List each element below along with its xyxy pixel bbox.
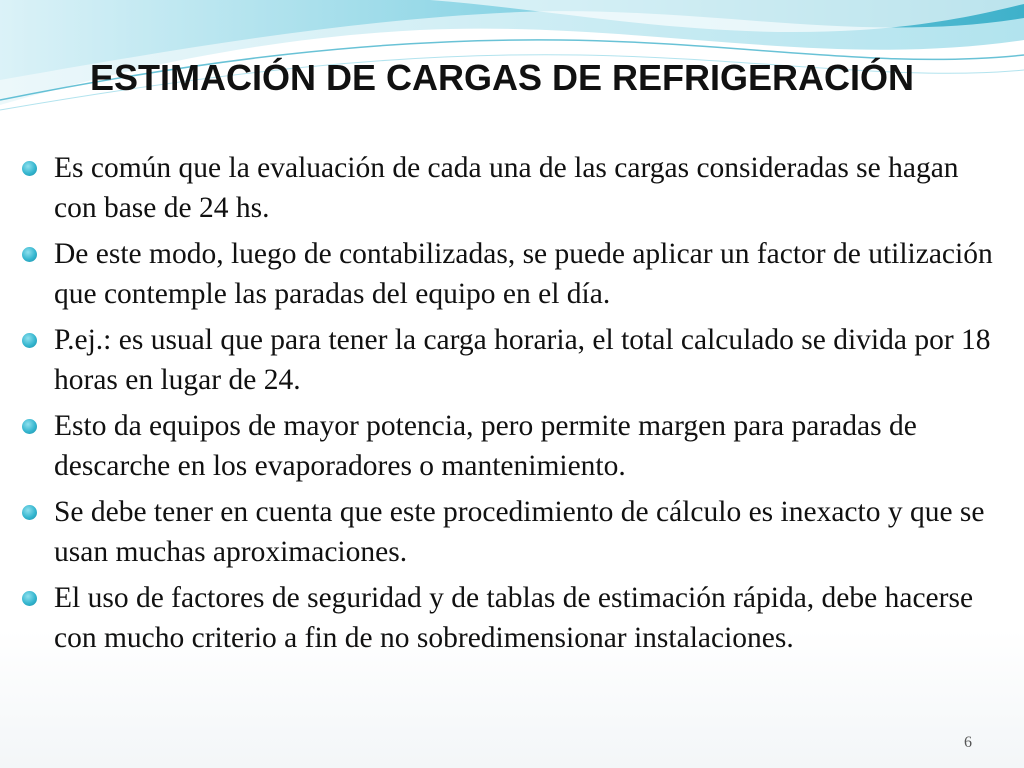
bullet-dot-icon <box>22 333 37 348</box>
bullet-text: De este modo, luego de contabilizadas, se puede aplicar un factor de utilización que contemple las paradas del equipo en el día. <box>54 238 993 310</box>
bullet-text: El uso de factores de seguridad y de tablas de estimación rápida, debe hacerse con mucho criterio a fin de no sobredimensionar instalaciones. <box>54 582 974 654</box>
bullet-dot-icon <box>22 247 37 262</box>
bullet-text: Es común que la evaluación de cada una de las cargas consideradas se hagan con base de 24 hs. <box>54 152 959 224</box>
bullet-item <box>22 234 1007 314</box>
bullet-item <box>22 406 1007 486</box>
bullet-item <box>22 320 1007 400</box>
bullet-item <box>22 148 1007 228</box>
bullet-dot-icon <box>22 591 37 606</box>
bullet-item <box>22 578 1007 658</box>
bullet-text: Se debe tener en cuenta que este procedimiento de cálculo es inexacto y que se usan muchas aproximaciones. <box>54 496 985 568</box>
slide-number: 6 <box>964 734 972 751</box>
bullet-dot-icon <box>22 505 37 520</box>
bullet-text: P.ej.: es usual que para tener la carga horaria, el total calculado se divida por 18 horas en lugar de 24. <box>54 324 991 396</box>
bullet-dot-icon <box>22 161 37 176</box>
bullet-text: Esto da equipos de mayor potencia, pero permite margen para paradas de descarche en los evaporadores o mantenimiento. <box>54 410 917 482</box>
bullet-dot-icon <box>22 419 37 434</box>
slide-title: ESTIMACIÓN DE CARGAS DE REFRIGERACIÓN <box>90 57 915 98</box>
bullet-list <box>22 148 1007 664</box>
bullet-item <box>22 492 1007 572</box>
